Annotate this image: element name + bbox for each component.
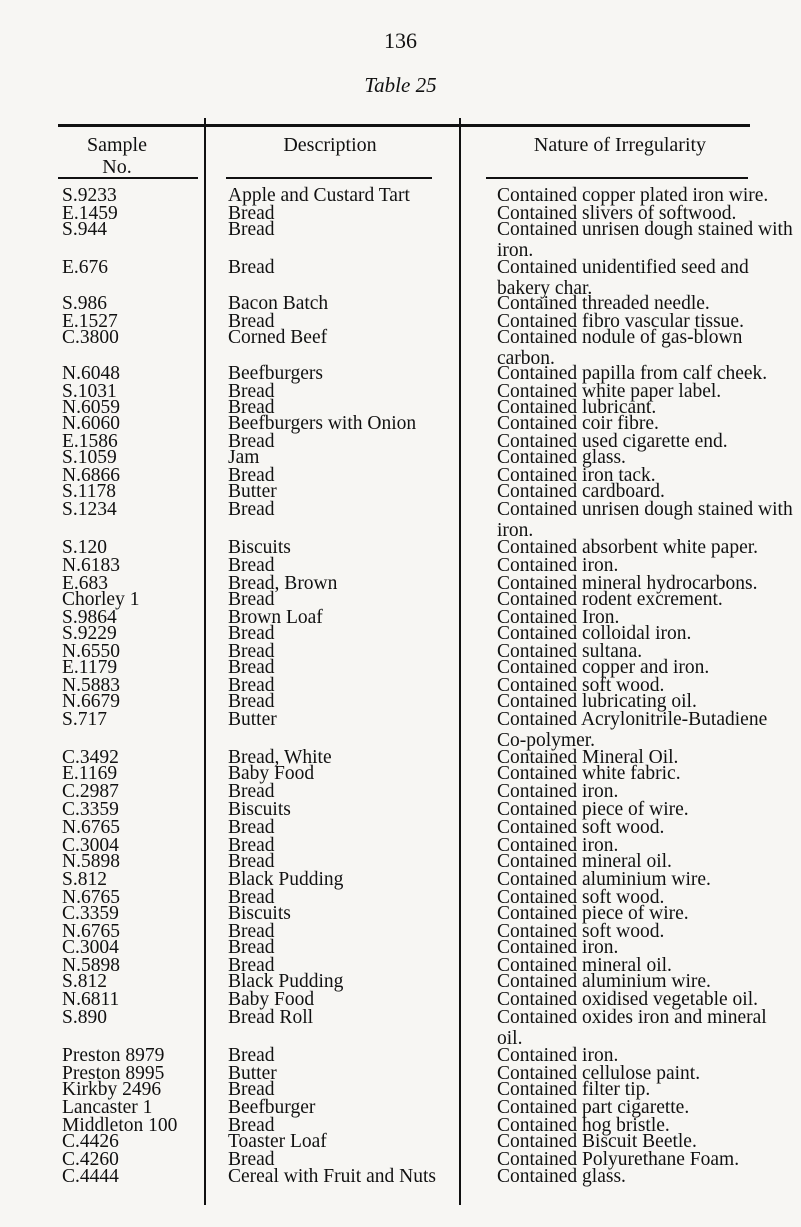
description-cell: Bread, Brown (228, 573, 338, 594)
nature-cell: Contained soft wood. (497, 921, 665, 942)
description-cell: Brown Loaf (228, 607, 323, 628)
sample-no-cell: S.890 (62, 1007, 107, 1028)
nature-cell: Contained glass. (497, 1166, 626, 1187)
description-cell: Baby Food (228, 989, 315, 1010)
nature-cell: Contained filter tip. (497, 1079, 651, 1100)
description-cell: Biscuits (228, 799, 291, 820)
description-cell: Butter (228, 1063, 277, 1084)
nature-cell: Contained lubricant. (497, 397, 657, 418)
nature-cell: Contained soft wood. (497, 817, 665, 838)
nature-cell: Contained oxides iron and mineral oil. (497, 1007, 767, 1049)
nature-cell: Contained unrisen dough stained with iron. (497, 219, 793, 261)
sample-no-cell: C.4260 (62, 1149, 119, 1170)
nature-cell: Contained aluminium wire. (497, 971, 711, 992)
description-cell: Bread (228, 1079, 275, 1100)
top-rule (58, 124, 750, 127)
description-cell: Bread (228, 781, 275, 802)
description-cell: Biscuits (228, 903, 291, 924)
description-cell: Beefburgers with Onion (228, 413, 417, 434)
sample-no-cell: S.1178 (62, 481, 116, 502)
description-cell: Black Pudding (228, 971, 344, 992)
sample-no-cell: Preston 8979 (62, 1045, 165, 1066)
nature-cell: Contained colloidal iron. (497, 623, 692, 644)
description-cell: Biscuits (228, 537, 291, 558)
nature-cell: Contained iron. (497, 1045, 619, 1066)
description-cell: Bread (228, 641, 275, 662)
column-divider-1 (204, 118, 206, 1205)
nature-cell: Contained unidentified seed and bakery char. (497, 257, 749, 299)
description-cell: Bread (228, 623, 275, 644)
nature-cell: Contained cardboard. (497, 481, 665, 502)
nature-cell: Contained unrisen dough stained with iron. (497, 499, 793, 541)
description-cell: Apple and Custard Tart (228, 185, 410, 206)
sample-no-cell: S.9229 (62, 623, 117, 644)
nature-cell: Contained mineral oil. (497, 955, 672, 976)
header-sample-no: Sample No. (87, 134, 147, 178)
nature-cell: Contained Acrylonitrile-Butadiene Co-polymer. (497, 709, 768, 751)
sample-no-cell: C.3004 (62, 937, 119, 958)
sample-no-cell: C.3004 (62, 835, 119, 856)
header-nature-of-irregularity: Nature of Irregularity (533, 134, 707, 156)
header-description: Description (283, 134, 377, 156)
sample-no-cell: S.120 (62, 537, 107, 558)
description-cell: Butter (228, 481, 277, 502)
header-bottom-rule-middle (226, 177, 432, 179)
description-cell: Bread (228, 203, 275, 224)
description-cell: Bread, White (228, 747, 332, 768)
sample-no-cell: Preston 8995 (62, 1063, 165, 1084)
sample-no-cell: S.812 (62, 971, 107, 992)
description-cell: Butter (228, 709, 277, 730)
sample-no-cell: S.717 (62, 709, 107, 730)
nature-cell: Contained part cigarette. (497, 1097, 690, 1118)
nature-cell: Contained soft wood. (497, 675, 665, 696)
description-cell: Black Pudding (228, 869, 344, 890)
description-cell: Baby Food (228, 763, 315, 784)
sample-no-cell: N.6059 (62, 397, 120, 418)
sample-no-cell: S.1234 (62, 499, 117, 520)
description-cell: Bread (228, 851, 275, 872)
nature-cell: Contained white fabric. (497, 763, 681, 784)
description-cell: Bread (228, 955, 275, 976)
nature-cell: Contained piece of wire. (497, 799, 689, 820)
sample-no-cell: S.1059 (62, 447, 117, 468)
description-cell: Bread (228, 555, 275, 576)
nature-cell: Contained Mineral Oil. (497, 747, 679, 768)
description-cell: Bread (228, 465, 275, 486)
sample-no-cell: N.6048 (62, 363, 120, 384)
sample-no-cell: S.9233 (62, 185, 117, 206)
nature-cell: Contained absorbent white paper. (497, 537, 759, 558)
header-bottom-rule-right (486, 177, 748, 179)
sample-no-cell: S.1031 (62, 381, 117, 402)
nature-cell: Contained used cigarette end. (497, 431, 728, 452)
nature-cell: Contained copper plated iron wire. (497, 185, 769, 206)
nature-cell: Contained iron. (497, 937, 619, 958)
sample-no-cell: N.6550 (62, 641, 120, 662)
sample-no-cell: E.1179 (62, 657, 118, 678)
description-cell: Bread (228, 817, 275, 838)
nature-cell: Contained aluminium wire. (497, 869, 711, 890)
description-cell: Beefburgers (228, 363, 323, 384)
sample-no-cell: C.4444 (62, 1166, 119, 1187)
nature-cell: Contained iron. (497, 781, 619, 802)
sample-no-cell: N.6183 (62, 555, 120, 576)
nature-cell: Contained papilla from calf cheek. (497, 363, 768, 384)
nature-cell: Contained hog bristle. (497, 1115, 670, 1136)
nature-cell: Contained Iron. (497, 607, 620, 628)
sample-no-cell: N.5883 (62, 675, 120, 696)
sample-no-cell: Kirkby 2496 (62, 1079, 162, 1100)
sample-no-cell: E.1527 (62, 311, 118, 332)
nature-cell: Contained fibro vascular tissue. (497, 311, 744, 332)
description-cell: Bread (228, 675, 275, 696)
sample-no-cell: S.986 (62, 293, 107, 314)
sample-no-cell: N.6765 (62, 921, 120, 942)
nature-cell: Contained slivers of softwood. (497, 203, 737, 224)
description-cell: Bread (228, 257, 275, 278)
sample-no-cell: C.4426 (62, 1131, 119, 1152)
description-cell: Bread (228, 691, 275, 712)
sample-no-cell: C.3359 (62, 903, 119, 924)
description-cell: Bread (228, 1115, 275, 1136)
description-cell: Bread Roll (228, 1007, 314, 1028)
nature-cell: Contained white paper label. (497, 381, 722, 402)
sample-no-cell: E.683 (62, 573, 109, 594)
sample-no-cell: N.5898 (62, 955, 120, 976)
description-cell: Bread (228, 1149, 275, 1170)
nature-cell: Contained nodule of gas-blown carbon. (497, 327, 743, 369)
nature-cell: Contained coir fibre. (497, 413, 659, 434)
sample-no-cell: N.6765 (62, 887, 120, 908)
description-cell: Beefburger (228, 1097, 316, 1118)
description-cell: Bread (228, 311, 275, 332)
page-number: 136 (384, 28, 417, 53)
description-cell: Bread (228, 589, 275, 610)
description-cell: Bread (228, 657, 275, 678)
nature-cell: Contained iron. (497, 835, 619, 856)
sample-no-cell: Lancaster 1 (62, 1097, 153, 1118)
description-cell: Corned Beef (228, 327, 328, 348)
nature-cell: Contained oxidised vegetable oil. (497, 989, 759, 1010)
sample-no-cell: E.1586 (62, 431, 118, 452)
sample-no-cell: N.6866 (62, 465, 120, 486)
sample-no-cell: E.1459 (62, 203, 118, 224)
description-cell: Bread (228, 381, 275, 402)
nature-cell: Contained threaded needle. (497, 293, 710, 314)
description-cell: Bacon Batch (228, 293, 329, 314)
sample-no-cell: C.3359 (62, 799, 119, 820)
sample-no-cell: E.1169 (62, 763, 118, 784)
description-cell: Bread (228, 835, 275, 856)
nature-cell: Contained cellulose paint. (497, 1063, 701, 1084)
nature-cell: Contained soft wood. (497, 887, 665, 908)
nature-cell: Contained iron tack. (497, 465, 656, 486)
sample-no-cell: N.6765 (62, 817, 120, 838)
description-cell: Cereal with Fruit and Nuts (228, 1166, 436, 1187)
description-cell: Bread (228, 431, 275, 452)
nature-cell: Contained sultana. (497, 641, 643, 662)
description-cell: Bread (228, 219, 275, 240)
nature-cell: Contained rodent excrement. (497, 589, 723, 610)
nature-cell: Contained mineral oil. (497, 851, 672, 872)
nature-cell: Contained Biscuit Beetle. (497, 1131, 697, 1152)
sample-no-cell: Chorley 1 (62, 589, 140, 610)
sample-no-cell: S.812 (62, 869, 107, 890)
description-cell: Bread (228, 499, 275, 520)
description-cell: Bread (228, 887, 275, 908)
sample-no-cell: C.3492 (62, 747, 119, 768)
sample-no-cell: C.3800 (62, 327, 119, 348)
sample-no-cell: N.6679 (62, 691, 120, 712)
nature-cell: Contained lubricating oil. (497, 691, 697, 712)
sample-no-cell: S.944 (62, 219, 107, 240)
description-cell: Jam (228, 447, 260, 468)
description-cell: Bread (228, 921, 275, 942)
sample-no-cell: N.5898 (62, 851, 120, 872)
description-cell: Bread (228, 397, 275, 418)
column-divider-2 (459, 118, 461, 1205)
nature-cell: Contained mineral hydrocarbons. (497, 573, 758, 594)
sample-no-cell: S.9864 (62, 607, 117, 628)
sample-no-cell: C.2987 (62, 781, 119, 802)
nature-cell: Contained piece of wire. (497, 903, 689, 924)
sample-no-cell: N.6811 (62, 989, 120, 1010)
table-title: Table 25 (364, 73, 437, 97)
nature-cell: Contained copper and iron. (497, 657, 710, 678)
nature-cell: Contained iron. (497, 555, 619, 576)
description-cell: Toaster Loaf (228, 1131, 327, 1152)
nature-cell: Contained glass. (497, 447, 626, 468)
description-cell: Bread (228, 937, 275, 958)
sample-no-cell: E.676 (62, 257, 109, 278)
sample-no-cell: N.6060 (62, 413, 120, 434)
nature-cell: Contained Polyurethane Foam. (497, 1149, 740, 1170)
sample-no-cell: Middleton 100 (62, 1115, 178, 1136)
description-cell: Bread (228, 1045, 275, 1066)
